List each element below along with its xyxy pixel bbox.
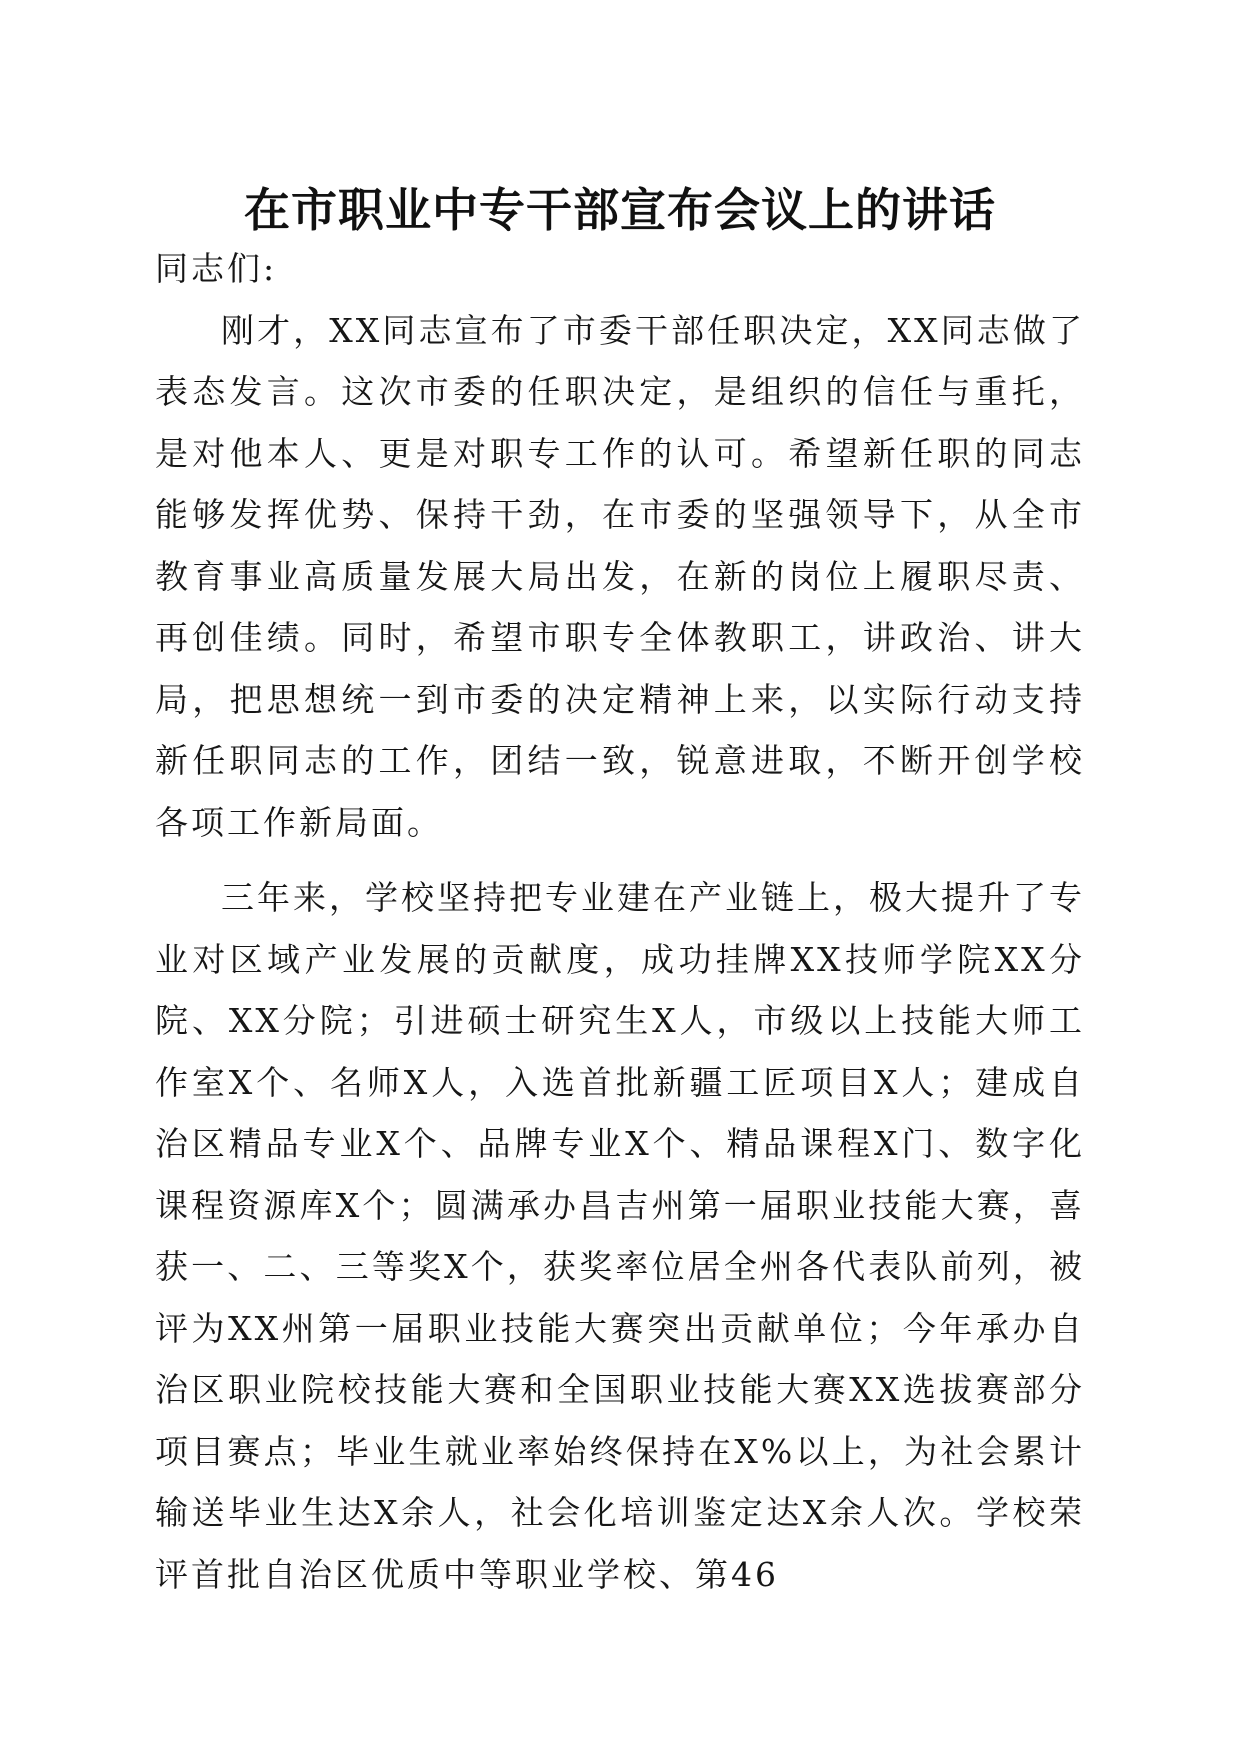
document-body [155, 238, 1085, 1619]
document-title: 在市职业中专干部宣布会议上的讲话 [244, 183, 996, 237]
salutation: 同志们: [155, 249, 278, 288]
paragraph-2: 三年来，学校坚持把专业建在产业链上，极大提升了专业对区域产业发展的贡献度，成功挂牌XX技师学院XX分院、XX分院；引进硕士研究生X人，市级以上技能大师工作室X个、名师X人，入选首批新疆工匠项目X人；建成自治区精品专业X个、品牌专业X个、精品课程X门、数字化课程资源库X个；圆满承办昌吉州第一届职业技能大赛，喜获一、二、三等奖X个，获奖率位居全州各代表队前列，被评为XX州第一届职业技能大赛突出贡献单位；今年承办自治区职业院校技能大赛和全国职业技能大赛XX选拔赛部分项目赛点；毕业生就业率始终保持在X%以上，为社会累计输送毕业生达X余人，社会化培训鉴定达X余人次。学校荣评首批自治区优质中等职业学校、第46 [155, 878, 1085, 1594]
paragraph-1: 刚才，XX同志宣布了市委干部任职决定，XX同志做了表态发言。这次市委的任职决定，是组织的信任与重托，是对他本人、更是对职专工作的认可。希望新任职的同志能够发挥优势、保持干劲，在市委的坚强领导下，从全市教育事业高质量发展大局出发，在新的岗位上履职尽责、再创佳绩。同时，希望市职专全体教职工，讲政治、讲大局，把思想统一到市委的决定精神上来，以实际行动支持新任职同志的工作，团结一致，锐意进取，不断开创学校各项工作新局面。 [155, 310, 1085, 842]
